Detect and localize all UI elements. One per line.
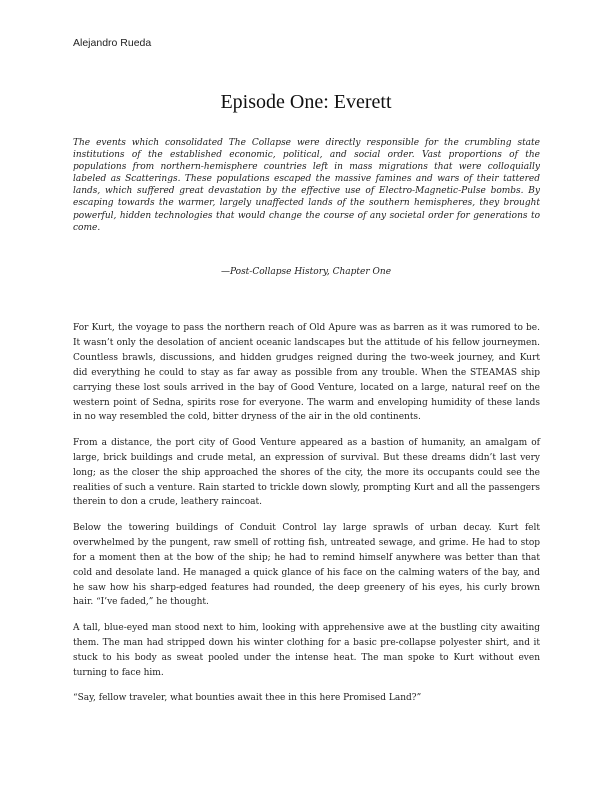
paragraph: “Say, fellow traveler, what bounties await thee in this here Promised Land?” [73, 692, 422, 703]
chapter-title: Episode One: Everett [220, 91, 392, 113]
paragraph: Below the towering buildings of Conduit Control lay large sprawls of urban decay. Kurt felt overwhelmed by the pungent, raw smell of rotting fish, untreated sewage, and grime. He had to stop for a moment then at the bow of the ship; he had to remind himself anywhere was better than that cold and desolate land. He managed a quick glance of his face on the calming waters of the bay, and he saw how his sharp-edged features had rounded, the deep greenery of his eyes, his curly brown hair. “I’ve faded,” he thought. [73, 522, 540, 608]
author-header: Alejandro Rueda [73, 37, 152, 49]
paragraph: A tall, blue-eyed man stood next to him, looking with apprehensive awe at the bustling city awaiting them. The man had stripped down his winter clothing for a basic pre-collapse polyester shirt, and it stuck to his body as sweat pooled under the intense heat. The man spoke to Kurt without even turning to face him. [73, 622, 540, 678]
paragraph: For Kurt, the voyage to pass the northern reach of Old Apure was as barren as it was rumored to be. It wasn’t only the desolation of ancient oceanic landscapes but the attitude of his fellow journeymen. Countless brawls, discussions, and hidden grudges reigned during the two-week journey, and Kurt did everything he could to stay as far away as possible from any trouble. When the STEAMAS ship carrying these lost souls arrived in the bay of Good Venture, located on a large, natural reef on the western point of Sedna, spirits rose for everyone. The warm and enveloping humidity of these lands in no way resembled the cold, bitter dryness of the air in the old continents. [73, 323, 540, 423]
paragraph: From a distance, the port city of Good Venture appeared as a bastion of humanity, an amalgam of large, brick buildings and crude metal, an expression of survival. But these dreams didn’t last very long; as the closer the ship approached the shores of the city, the more its occupants could see the realities of such a venture. Rain started to trickle down slowly, prompting Kurt and all the passengers therein to don a crude, leathery raincoat. [73, 437, 540, 508]
epigraph-quote: The events which consolidated The Collapse were directly responsible for the crumbling state institutions of the established economic, political, and social order. Vast proportions of the populations from northern-hemisphere countries left in mass migrations that were colloquially labeled as Scatterings. These populations escaped the massive famines and wars of their tattered lands, which suffered great devastation by the effective use of Electro-Magnetic-Pulse bombs. By escaping towards the warmer, largely unaffected lands of the southern hemispheres, they brought powerful, hidden technologies that would change the course of any societal order for generations to come. [73, 138, 540, 233]
epigraph-attribution: —Post-Collapse History, Chapter One [220, 267, 392, 277]
body-text [73, 321, 540, 716]
